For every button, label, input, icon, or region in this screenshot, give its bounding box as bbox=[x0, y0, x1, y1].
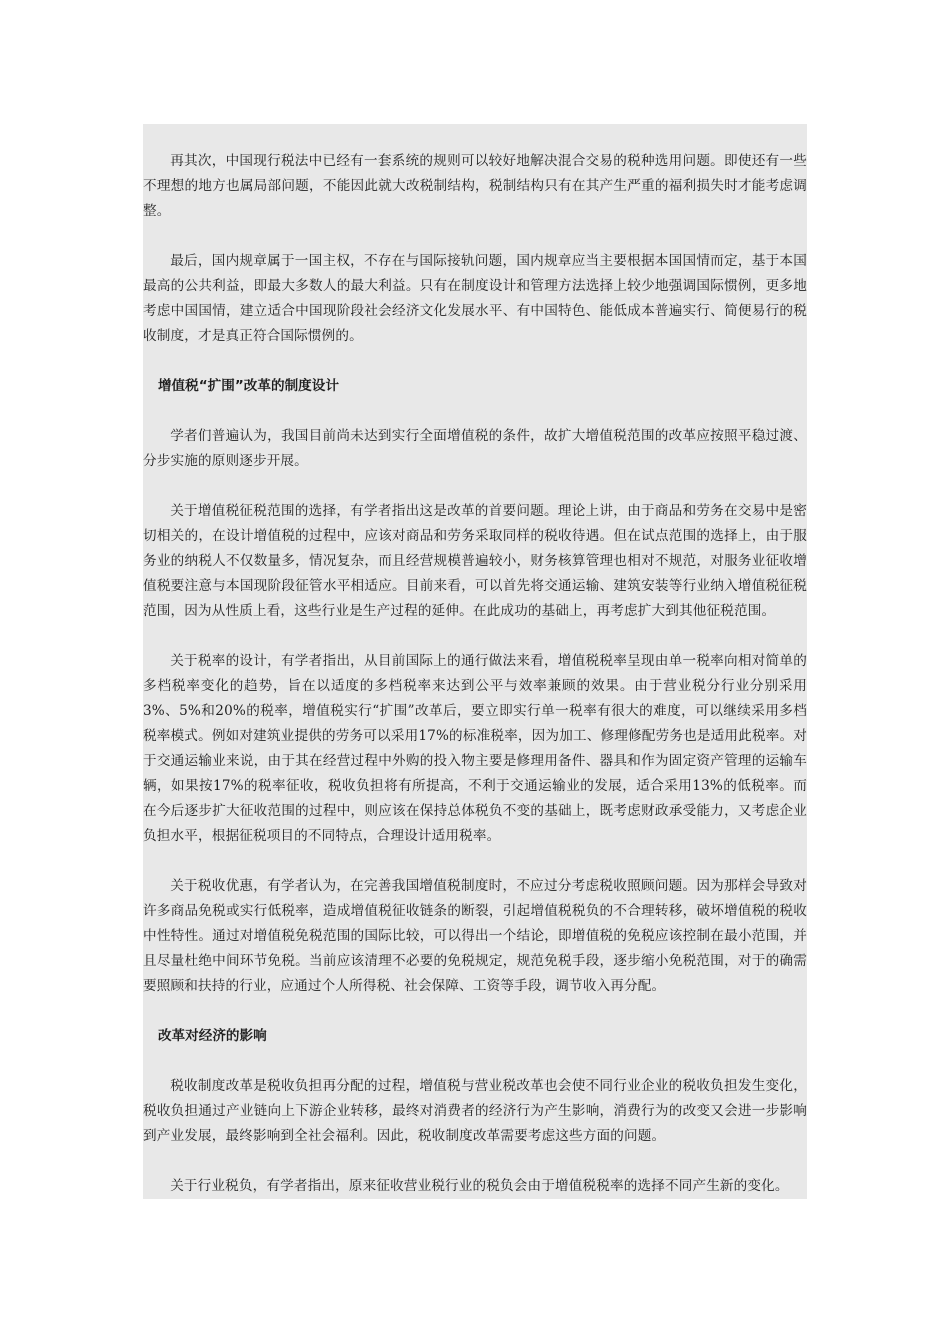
blank-line bbox=[143, 349, 807, 374]
section-heading-vat-design: 增值税“扩围”改革的制度设计 bbox=[143, 374, 807, 399]
blank-line bbox=[143, 224, 807, 249]
blank-line bbox=[143, 624, 807, 649]
paragraph-tax-incentives: 关于税收优惠，有学者认为，在完善我国增值税制度时，不应过分考虑税收照顾问题。因为那样会导致对许多商品免税或实行低税率，造成增值税征收链条的断裂，引起增值税税负的不合理转移，破坏增值税的税收中性特性。通过对增值税免税范围的国际比较，可以得出一个结论，即增值税的免税应该控制在最小范围，并且尽量杜绝中间环节免税。当前应该清理不必要的免税规定，规范免税手段，逐步缩小免税范围，对于的确需要照顾和扶持的行业，应通过个人所得税、社会保障、工资等手段，调节收入再分配。 bbox=[143, 874, 807, 999]
blank-line bbox=[143, 474, 807, 499]
paragraph-mixed-transactions: 再其次，中国现行税法中已经有一套系统的规则可以较好地解决混合交易的税种选用问题。即使还有一些不理想的地方也属局部问题，不能因此就大改税制结构，税制结构只有在其产生严重的福利损失时才能考虑调整。 bbox=[143, 149, 807, 224]
paragraph-industry-tax-burden: 关于行业税负，有学者指出，原来征收营业税行业的税负会由于增值税税率的选择不同产生新的变化。 bbox=[143, 1174, 807, 1199]
blank-line bbox=[143, 399, 807, 424]
section-heading-economic-impact: 改革对经济的影响 bbox=[143, 1024, 807, 1049]
document-page bbox=[143, 124, 807, 1199]
paragraph-scholars-view: 学者们普遍认为，我国目前尚未达到实行全面增值税的条件，故扩大增值税范围的改革应按照平稳过渡、分步实施的原则逐步开展。 bbox=[143, 424, 807, 474]
blank-line bbox=[143, 124, 807, 149]
blank-line bbox=[143, 1149, 807, 1174]
paragraph-domestic-rules: 最后，国内规章属于一国主权，不存在与国际接轨问题，国内规章应当主要根据本国国情而定，基于本国最高的公共利益，即最大多数人的最大利益。只有在制度设计和管理方法选择上较少地强调国际惯例，更多地考虑中国国情，建立适合中国现阶段社会经济文化发展水平、有中国特色、能低成本普遍实行、简便易行的税收制度，才是真正符合国际惯例的。 bbox=[143, 249, 807, 349]
blank-line bbox=[143, 849, 807, 874]
blank-line bbox=[143, 1049, 807, 1074]
paragraph-tax-burden-redistribution: 税收制度改革是税收负担再分配的过程，增值税与营业税改革也会使不同行业企业的税收负担发生变化，税收负担通过产业链向上下游企业转移，最终对消费者的经济行为产生影响，消费行为的改变又会进一步影响到产业发展，最终影响到全社会福利。因此，税收制度改革需要考虑这些方面的问题。 bbox=[143, 1074, 807, 1149]
paragraph-tax-rate: 关于税率的设计，有学者指出，从目前国际上的通行做法来看，增值税税率呈现由单一税率向相对简单的多档税率变化的趋势，旨在以适度的多档税率来达到公平与效率兼顾的效果。由于营业税分行业分别采用3%、5%和20%的税率，增值税实行“扩围”改革后，要立即实行单一税率有很大的难度，可以继续采用多档税率模式。例如对建筑业提供的劳务可以采用17%的标准税率，因为加工、修理修配劳务也是适用此税率。对于交通运输业来说，由于其在经营过程中外购的投入物主要是修理用备件、器具和作为固定资产管理的运输车辆，如果按17%的税率征收，税收负担将有所提高，不利于交通运输业的发展，适合采用13%的低税率。而在今后逐步扩大征收范围的过程中，则应该在保持总体税负不变的基础上，既考虑财政承受能力，又考虑企业负担水平，根据征税项目的不同特点，合理设计适用税率。 bbox=[143, 649, 807, 849]
paragraph-tax-scope: 关于增值税征税范围的选择，有学者指出这是改革的首要问题。理论上讲，由于商品和劳务在交易中是密切相关的，在设计增值税的过程中，应该对商品和劳务采取同样的税收待遇。但在试点范围的选择上，由于服务业的纳税人不仅数量多，情况复杂，而且经营规模普遍较小，财务核算管理也相对不规范，对服务业征收增值税要注意与本国现阶段征管水平相适应。目前来看，可以首先将交通运输、建筑安装等行业纳入增值税征税范围，因为从性质上看，这些行业是生产过程的延伸。在此成功的基础上，再考虑扩大到其他征税范围。 bbox=[143, 499, 807, 624]
blank-line bbox=[143, 999, 807, 1024]
